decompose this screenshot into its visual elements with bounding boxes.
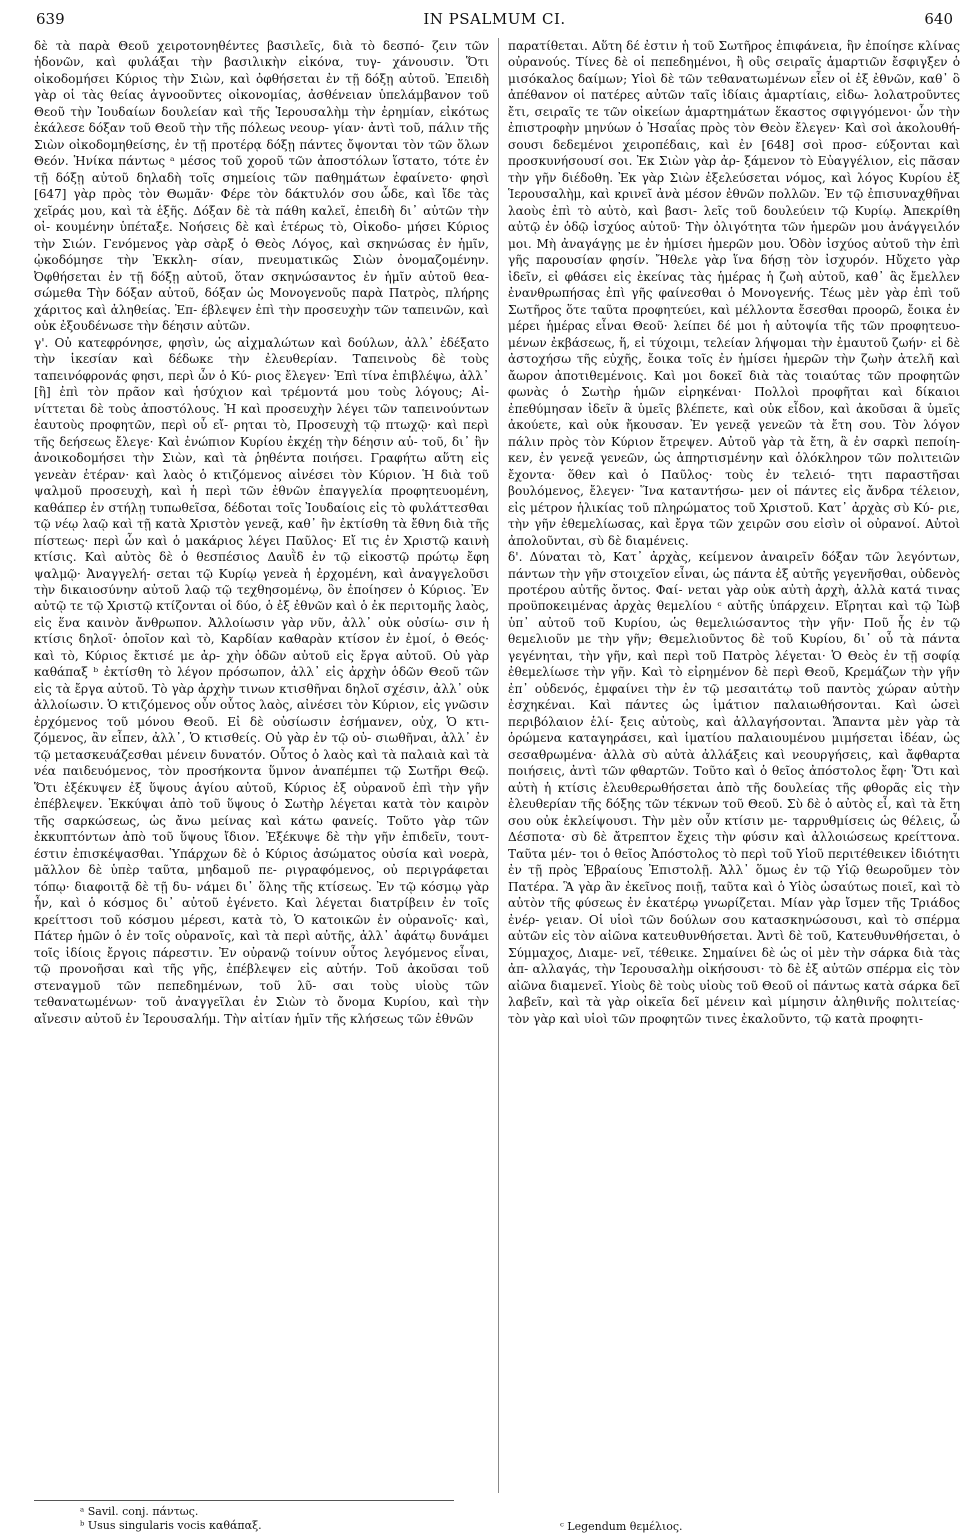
right-page-number: 640: [924, 10, 953, 28]
right-paragraph-2: δ'. Δύναται τὸ, Κατ᾿ ἀρχὰς, κείμενον ἀναιρεῖν δόξαν τῶν λεγόντων, πάντων τὴν γῆν στοιχεῖον εἶναι, ὡς πάντα ἐξ αὐτῆς γεγενῆσθαι, οὐδενὸς προτέρου αὐτῆς ὄντος. Φαί- νεται γὰρ οὐκ αὐτὴ ἀρχὴ, ἀλλὰ κατά τινας προϋποκειμένας ἀρχὰς θεμελίου ᶜ αὐτῆς ὑπάρχειν. Εἴρηται καὶ τῷ Ἰὼβ ὑπ᾿ αὐτοῦ τοῦ Κυρίου, ὡς θεμελιώσαντος τὴν γῆν· Ποῦ ἦς ἐν τῷ θεμελιοῦν με τὴν γῆν; Θεμελιοῦντος δὲ τοῦ Κυρίου, δι᾿ οὗ τὰ πάντα γεγένηται, τὴν γῆν, καὶ περὶ τοῦ Πατρὸς λέγεται· Ὁ Θεὸς ἐν τῇ σοφίᾳ ἐθεμελίωσε τὴν γῆν. Καὶ τὸ εἰρημένον δὲ περὶ Θεοῦ, Κρεμάζων τὴν γῆν ἐπ᾿ οὐδενός, ἐμφαίνει τὴν ἐν τῷ μεσαιτάτῳ τοῦ παντὸς χώραν αὐτὴν ἐσχηκέναι. Καὶ πάντες ὡς ἱμάτιον παλαιωθήσονται. Καὶ ὡσεὶ περιβόλαιον ἑλί- ξεις αὐτοὺς, καὶ ἀλλαγήσονται. Ἅπαντα μὲν γὰρ τὰ ὁρώμενα καταγηράσει, καὶ ἱματίου παλαιουμένου μιμήσεται ἰδέαν, ὡς σεσαθρωμένα· ἀλλὰ σὺ αὐτὰ ἀλλάξεις καὶ νεουργήσεις, καὶ ἄφθαρτα ποιήσεις, ἀντὶ τῶν φθαρτῶν. Τοῦτο καὶ ὁ θεῖος ἀπόστολος ἔφη· Ὅτι καὶ αὐτὴ ἡ κτίσις ἐλευθερωθήσεται ἀπὸ τῆς δουλείας τῆς φθορᾶς εἰς τὴν ἐλευθερίαν τῆς δόξης τῶν τέκνων τοῦ Θεοῦ. Σὺ δὲ ὁ αὐτὸς εἶ, καὶ τὰ ἔτη σου οὐκ ἐκλείψουσι. Τὴν μὲν οὖν κτίσιν με- ταρρυθμίσεις ὡς θέλεις, ὦ Δέσποτα· σὺ δὲ ἄτρεπτον ἔχεις τὴν φύσιν καὶ ἀλλοιώσεως κρείττονα. Ταῦτα μέν- τοι ὁ θεῖος Ἀπόστολος τὸ περὶ τοῦ Υἱοῦ περιτέθεικεν ἰδιότητι ἐν τῇ πρὸς Ἑβραίους Ἐπιστολῇ. Ἀλλ᾿ ὅμως ἐν τῷ Υἱῷ θεωροῦμεν τὸν Πατέρα. Ἃ γὰρ ἂν ἐκεῖνος ποιῇ, ταῦτα καὶ ὁ Υἱὸς ὡσαύτως ποιεῖ, καὶ τὸ αὐτὸν τῆς φύσεως ἐν ἑκατέρῳ γνωρίζεται. Μίαν γὰρ ἴσμεν τῆς Τριάδος ἐνέρ- γειαν. Οἱ υἱοὶ τῶν δούλων σου κατασκηνώσουσι, καὶ τὸ σπέρμα αὐτῶν εἰς τὸν αἰῶνα κατευθυνθήσεται. Ἀντὶ δὲ τοῦ, Κατευθυνθήσεται, ὁ Σύμμαχος, Διαμε- νεῖ, τέθεικε. Σημαίνει δὲ ὡς οἱ μὲν τὴν σάρκα διὰ τὰς ἀπ- αλλαγάς, τὴν Ἱερουσαλὴμ οἰκήσουσι· τὸ δὲ ἐξ αὐτῶν σπέρμα εἰς τὸν αἰῶνα διαμενεῖ. Υἱοὺς δὲ τοὺς υἱοὺς τοῦ Θεοῦ οἱ πάντως κατὰ σάρκα δεῖ λαβεῖν, καὶ τὰ γὰρ οἰκεῖα δεῖ μένειν καὶ μίμησιν ἀληθινῆς πολιτείας· τὸν γὰρ καὶ υἱοὶ τῶν προφητῶν τινες ἐκαλοῦντο, τῷ κατὰ προφητι-: [508, 550, 960, 1026]
right-column: [508, 38, 960, 1493]
right-paragraph-1: παρατίθεται. Αὕτη δέ ἐστιν ἡ τοῦ Σωτῆρος ἐπιφάνεια, ἣν ἐποίησε κλίνας οὐρανούς. Τίνες δὲ οἱ πεπεδημένοι, ἢ οὓς σειραῖς ἁμαρτιῶν ἔσφιγξεν ὁ μισόκαλος δαίμων; Υἱοὶ δὲ τῶν τεθανατωμένων εἶεν οἱ ἐξ ἐθνῶν, καθ᾿ ὃ ἀπέθανον οἱ πατέρες αὐτῶν ταῖς ἰδίαις ἁμαρτίαις, εἰδω- λολατροῦντες ἔτι, σειραῖς τε τῶν οἰκείων ἁμαρτημάτων ἕκαστος σφιγγόμενοι· ὧν τὴν ἐπιστροφὴν μηνύων ὁ Ἡσαΐας πρὸς τὸν Θεὸν ἔλεγεν· Καὶ σοὶ ἀκολουθή- σουσι δεδεμένοι χειροπέδαις, καὶ ἐν [648] σοὶ προσ- εύξονται καὶ προσκυνήσουσί σοι. Ἐκ Σιὼν γὰρ ἀρ- ξάμενον τὸ Εὐαγγέλιον, εἰς πᾶσαν τὴν γῆν διέδοθη. Ἐκ γὰρ Σιὼν ἐξελεύσεται νόμος, καὶ λόγος Κυρίου ἐξ Ἱερουσαλὴμ, καὶ κρινεῖ ἀνὰ μέσον ἐθνῶν πολλῶν. Ἐν τῷ ἐπισυναχθῆναι λαοὺς ἐπὶ τὸ αὐτὸ, καὶ βασι- λεῖς τοῦ δουλεύειν τῷ Κυρίῳ. Ἀπεκρίθη αὐτῷ ἐν ὁδῷ ἰσχύος αὐτοῦ· Τὴν ὀλιγότητα τῶν ἡμερῶν μου ἀνάγγειλόν μοι. Μὴ ἀναγάγῃς με ἐν ἡμίσει ἡμερῶν μου. Ὁδὸν ἰσχύος αὐτοῦ τὴν ἐπὶ γῆς παρουσίαν φησίν. Ἤθελε γὰρ ἵνα δήσῃ τὸν ἰσχυρόν. Ηὔχετο γὰρ ἰδεῖν, εἰ φθάσει εἰς ἐκείνας τὰς ἡμέρας ἡ ζωὴ αὐτοῦ, καθ᾿ ἃς ἔμελλεν ἐνανθρωπήσας ἐπὶ γῆς φαίνεσθαι ὁ Μονογενής. Τέως μὲν γὰρ ἐπὶ τοῦ Σωτῆρος ὅτε ταῦτα προφητεύει, καὶ μέλλοντα ἔσεσθαι προορῶ, ἔοικα ἐν μέρει ἡμέρας εἶναι Θεοῦ· λείπει δέ μοι ἡ αὐτοψία τῆς τῶν προφητευο- μένων ἐκβάσεως, ἥ, εἰ τύχοιμι, τελείαν λήψομαι τὴν ἐμαυτοῦ ζωήν· εἰ δὲ ἀστοχήσω τῆς εὐχῆς, ἔοικα τοῖς ἐν ἡμίσει ἡμερῶν τὴν ζωὴν ἀτελῆ καὶ ἄωρον ἀποτιθεμένοις. Καὶ μοι δοκεῖ διὰ τὰς τοιαύτας τῶν προφητῶν φωνὰς ὁ Σωτὴρ ἡμῶν εἰρηκέναι· Πολλοὶ προφῆται καὶ δίκαιοι ἐπεθύμησαν ἰδεῖν ἃ ὑμεῖς βλέπετε, καὶ οὐκ εἶδον, καὶ ἀκοῦσαι ἃ ὑμεῖς ἀκούετε, καὶ οὐκ ἤκουσαν. Ἐν γενεᾷ γενεῶν τὰ ἔτη σου. Τὸν λόγον πάλιν πρὸς τὸν Κύριον ἔτρεψεν. Αὐτοῦ γὰρ τὰ ἔτη, ἃ ἐν σαρκὶ πεποίη- κεν, ἐν γενεᾷ γενεῶν, ὡς ἀπηρτισμένην καὶ ὁλόκληρον τῶν πολιτειῶν ἔχοντα· ὅθεν καὶ ὁ Παῦλος· τοὺς ἐν τελειό- τητι παραστῆσαι βουλόμενος, ἔλεγεν· Ἵνα καταντήσω- μεν οἱ πάντες εἰς ἄνδρα τέλειον, εἰς μέτρον ἡλικίας τοῦ πληρώματος τοῦ Χριστοῦ. Κατ᾿ ἀρχὰς σὺ Κύ- ριε, τὴν γῆν ἐθεμελίωσας, καὶ ἔργα τῶν χειρῶν σου εἰσὶν οἱ οὐρανοί. Αὐτοὶ ἀπολοῦνται, σὺ δὲ διαμένεις.: [508, 39, 960, 548]
footnote-c: ᶜ Legendum θεμέλιος.: [560, 1520, 683, 1533]
left-paragraph-2: γ'. Οὐ κατεφρόνησε, φησὶν, ὡς αἰχμαλώτων καὶ δούλων, ἀλλ᾿ ἐδέξατο τὴν ἱκεσίαν καὶ δέδωκε τὴν ἐλευθερίαν. Ταπεινοὺς δὲ τοὺς ταπεινόφρονάς φησι, περὶ ὧν ὁ Κύ- ριος ἔλεγεν· Ἐπὶ τίνα ἐπιβλέψω, ἀλλ᾿ [ἢ] ἐπὶ τὸν πρᾶον καὶ ἡσύχιον καὶ τρέμοντά μου τοὺς λόγους; Αἰ- νίττεται δὲ τοὺς ἀποστόλους. Ἡ καὶ προσευχὴν λέγει τῶν ταπεινούντων ἑαυτοὺς προφητῶν, περὶ οὗ εἴ- ρηται τὸ, Προσευχὴ τῷ πτωχῷ· καὶ περὶ τῆς δεήσεως ἔλεγε· Καὶ ἐνώπιον Κυρίου ἐκχέῃ τὴν δέησιν αὐ- τοῦ, δι᾿ ἣν ἀνοικοδομήσει τὴν Σιὼν, καὶ τὰ ῥηθέντα ποιήσει. Γραφήτω αὕτη εἰς γενεὰν ἑτέραν· καὶ λαὸς ὁ κτιζόμενος αἰνέσει τὸν Κύριον. Ἡ διὰ τοῦ ψαλμοῦ προσευχὴ, καὶ ἡ περὶ τῶν ἐθνῶν ἐπαγγελία προφητευομένη, καθάπερ ἐν στήλῃ τυπωθεῖσα, δέδοται τοῖς Ἰουδαίοις εἰς τὸ φυλάττεσθαι τῷ νέῳ λαῷ καὶ τῇ κατὰ Χριστὸν γενεᾷ, καθ᾿ ἣν ἐκτίσθη τὰ ἔθνη διὰ τῆς πίστεως· περὶ ὧν καὶ ὁ μακάριος λέγει Παῦλος· Εἴ τις ἐν Χριστῷ καινὴ κτίσις. Καὶ αὐτὸς δὲ ὁ θεσπέσιος Δαυῒδ ἐν τῷ εἰκοστῷ πρώτῳ ἔφη ψαλμῷ· Ἀναγγελή- σεται τῷ Κυρίῳ γενεὰ ἡ ἐρχομένη, καὶ ἀναγγελοῦσι τὴν δικαιοσύνην αὐτοῦ λαῷ τῷ τεχθησομένῳ, ὃν ἐποίησεν ὁ Κύριος. Ἐν αὐτῷ τε τῷ Χριστῷ κτίζονται οἱ δύο, ὁ ἐξ ἐθνῶν καὶ ὁ ἐκ περιτομῆς λαὸς, εἰς ἕνα καινὸν ἄνθρωπον. Ἀλλοίωσιν γὰρ νῦν, ἀλλ᾿ οὐκ οὐσίω- σιν ἡ κτίσις δηλοῖ· ὁποῖον καὶ τὸ, Καρδίαν καθαρὰν κτίσον ἐν ἐμοί, ὁ Θεός· καὶ τὸ, Κύριος ἔκτισέ με ἀρ- χὴν ὁδῶν αὐτοῦ εἰς ἔργα αὐτοῦ. Οὐ γὰρ καθάπαξ ᵇ ἐκτίσθη τὸ λέγον πρόσωπον, ἀλλ᾿ εἰς ἀρχὴν ὁδῶν Θεοῦ τῶν εἰς τὰ ἔργα αὐτοῦ. Τὸ γὰρ ἀρχὴν τινων κτισθῆναι δηλοῖ σχέσιν, ἀλλ᾿ οὐκ ἀλλοίωσιν. Ὁ κτιζόμενος οὖν οὗτος λαὸς, αἰνέσει τὸν Κύριον, εἰς γνῶσιν ἐρχόμενος τοῦ μόνου Θεοῦ. Εἰ δὲ οὐσίωσιν ἐσήμανεν, οὐχ, Ὁ κτι- ζόμενος, ἂν εἶπεν, ἀλλ᾿, Ὁ κτισθείς. Οὐ γὰρ ἐν τῷ οὐ- σιωθῆναι, ἀλλ᾿ ἐν τῷ μετασκευάζεσθαι μένειν δυνατόν. Οὗτος ὁ λαὸς καὶ τὰ παλαιὰ καὶ τὰ νέα παιδευόμενος, τὸν προσήκοντα ὕμνον ἀναπέμπει τῷ Σωτῆρι Θεῷ. Ὅτι ἐξέκυψεν ἐξ ὕψους ἁγίου αὐτοῦ, Κύριος ἐξ οὐρανοῦ ἐπὶ τὴν γῆν ἐπέβλεψεν. Ἐκκύψαι ἀπὸ τοῦ ὕψους ὁ Σωτὴρ λέγεται κατὰ τὸν καιρὸν τῆς σαρκώσεως, ὡς ἄνω μείνας καὶ κάτω φανείς. Τοῦτο γὰρ τῶν ἐκκυπτόντων ἀπὸ τοῦ ὕψους ἴδιον. Ἐξέκυψε δὲ τὴν γῆν ἐπιδεῖν, τουτ- έστιν ἐπισκέψασθαι. Ὑπάρχων δὲ ὁ Κύριος ἀσώματος οὐσία καὶ νοερὰ, μᾶλλον δὲ ὑπὲρ ταῦτα, μηδαμοῦ πε- ριγραφόμενος, οὐ περιγράφεται τόπῳ· διαφοιτᾷ δὲ τῇ δυ- νάμει δι᾿ ὅλης τῆς κτίσεως. Ἐν τῷ κόσμῳ γὰρ ἦν, καὶ ὁ κόσμος δι᾿ αὐτοῦ ἐγένετο. Καὶ λέγεται διατρίβειν ἐν τοῖς κρείττοσι τοῦ κόσμου μέρεσι, κατὰ τὸ, Ὁ κατοικῶν ἐν οὐρανοῖς· καὶ, Πάτερ ἡμῶν ὁ ἐν τοῖς οὐρανοῖς, καὶ τὰ περὶ αὐτῆς, ἀλλ᾿ ἀφάτῳ δυνάμει τοῖς ἰδίοις ἔργοις πάρεστιν. Ἐν οὐρανῷ τοίνυν οὗτος λεγόμενος εἶναι, τῷ προνοῆσαι καὶ τῆς γῆς, ἐπέβλεψεν εἰς αὐτήν. Τοῦ ἀκοῦσαι τοῦ στεναγμοῦ τῶν πεπεδημένων, τοῦ λῦ- σαι τοὺς υἱοὺς τῶν τεθανατωμένων· τοῦ ἀναγγεῖλαι ἐν Σιὼν τὸ ὄνομα Κυρίου, καὶ τὴν αἴνεσιν αὐτοῦ ἐν Ἱερουσαλήμ. Τὴν αἰτίαν ἡμῖν τῆς κλήσεως τῶν ἐθνῶν: [34, 335, 489, 1026]
footnotes-left: [80, 1505, 262, 1533]
left-paragraph-1: δὲ τὰ παρὰ Θεοῦ χειροτονηθέντες βασιλεῖς, διὰ τὸ δεσπό- ζειν τῶν ἡδονῶν, καὶ φυλάξαι τὴν βασιλικὴν εἰκόνα, τυγ- χάνουσιν. Ὅτι οἰκοδομήσει Κύριος τὴν Σιὼν, καὶ ὀφθήσεται ἐν τῇ δόξῃ αὐτοῦ. Ἐπειδὴ γὰρ οἱ τὰς θείας ἀγνοοῦντες οἰκονομίας, ἀσθένειαν ὑπελάμβανον τοῦ Θεοῦ τὴν Ἰουδαίων δουλείαν καὶ τῆς Ἱερουσαλὴμ τὴν ἐρημίαν, εἰκότως ἐκάλεσε δόξαν τοῦ Θεοῦ τὴν τῆς πόλεως νεουρ- γίαν· ἀντὶ τοῦ, πάλιν τῆς Σιὼν οἰκοδομηθείσης, ἐν τῇ προτέρᾳ δόξῃ πάντες ὄψονται τὸν τῶν ὅλων Θεόν. Ἡνίκα πάντως ᵃ μέσος τοῦ χοροῦ τῶν ἀποστόλων ἵστατο, τότε ἐν τῇ δόξῃ αὐτοῦ δηλαδὴ τοῖς σημείοις τῶν παθημάτων ἐφαίνετο· φησὶ [647] γὰρ πρὸς τὸν Θωμᾶν· Φέρε τὸν δάκτυλόν σου ὧδε, καὶ ἴδε τὰς χεῖράς μου, καὶ τὰ ἑξῆς. Δόξαν δὲ τὰ πάθη καλεῖ, ἐπειδὴ δι᾿ αὐτῶν τὴν οἰ- κουμένην ὑπέταξε. Νοήσεις δὲ καὶ ἑτέρως τὸ, Οἰκοδο- μήσει Κύριος τὴν Σιών. Γενόμενος γὰρ σὰρξ ὁ Θεὸς Λόγος, καὶ σκηνώσας ἐν ἡμῖν, ᾠκοδόμησε τὴν Ἐκκλη- σίαν, πνευματικῶς Σιὼν ὀνομαζομένην. Ὀφθήσεται ἐν τῇ δόξῃ αὐτοῦ, ὅταν σκηνώσαντος ἐν ἡμῖν αὐτοῦ θεα- σώμεθα Τὴν δόξαν αὐτοῦ, δόξαν ὡς Μονογενοῦς παρὰ Πατρὸς, πλήρης χάριτος καὶ ἀληθείας. Ἐπ- έβλεψεν ἐπὶ τὴν προσευχὴν τῶν ταπεινῶν, καὶ οὐκ ἐξουδένωσε τὴν δέησιν αὐτῶν.: [34, 39, 489, 334]
column-divider: [498, 38, 499, 1493]
footnote-b: ᵇ Usus singularis vocis καθάπαξ.: [80, 1519, 262, 1532]
footnote-a: ᵃ Savil. conj. πάντως.: [80, 1505, 199, 1518]
running-header: [36, 10, 953, 34]
footnote-rule: [34, 1500, 454, 1501]
left-column: [34, 38, 489, 1493]
page-title: IN PSALMUM CI.: [423, 10, 566, 28]
left-page-number: 639: [36, 10, 65, 28]
